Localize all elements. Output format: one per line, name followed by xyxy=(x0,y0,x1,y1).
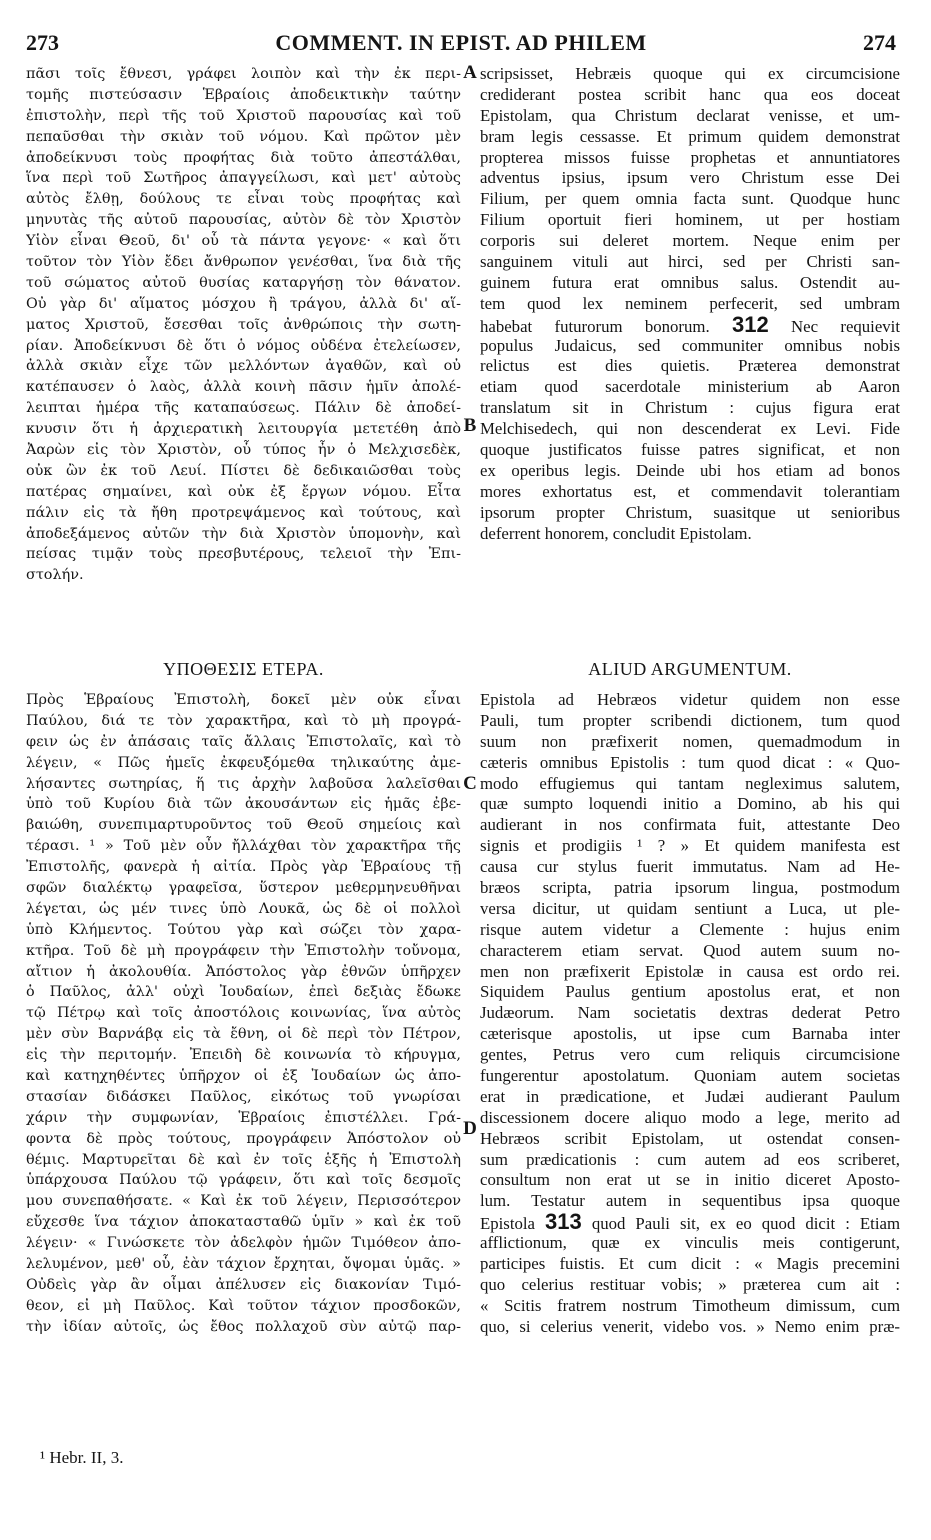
text-line: ipsorum propter Christum, suasitque ut senioribus xyxy=(480,502,900,522)
margin-marker: B xyxy=(463,415,477,436)
text-line: Filium oportuit fieri hominem, ut per hostiam xyxy=(480,210,900,230)
text-line: μὲν σὺν Βαρνάβᾳ εἰς τὰ ἔθνη, οἱ δὲ περὶ τὸν Πέτρον, xyxy=(26,1026,461,1043)
text-line: μηνυτὰς τῆς αὐτοῦ παρουσίας, αὐτὸν δὲ τὸν Χριστὸν xyxy=(26,212,461,229)
page-header xyxy=(26,30,896,58)
text-line: θέμις. Μαρτυρεῖται δὲ καὶ ἐν τοῖς ἑξῆς ἡ Ἐπιστολὴ xyxy=(26,1151,461,1168)
text-line: εὔχεσθε ἵνα τάχιον ἀποκατασταθῶ ὑμῖν » καὶ ἐκ τοῦ xyxy=(26,1214,461,1231)
text-line: ὑπὸ Κλήμεντος. Τούτου γὰρ καὶ σώζει τὸν χαρα- xyxy=(26,921,461,938)
text-line: λέγειν, « Πῶς ἡμεῖς ἐκφευξόμεθα τηλικαύτης ἀμε- xyxy=(26,754,461,771)
text-line: Melchisedech, qui non descenderat ex Levi. Fide xyxy=(480,419,900,439)
text-line: Judæorum. Nam societatis dextras dederat Petro xyxy=(480,1003,900,1023)
text-line: φοντα δὲ πρὸς τούτους, προγράφειν Ἀπόστολον οὐ xyxy=(26,1130,461,1147)
column-number: 313 xyxy=(545,1212,582,1234)
text-line: scripsisset, Hebræis quoque qui ex circumcisione xyxy=(480,64,900,83)
text-line: quo, si celerius venerit, videbo vos. » Nemo enim præ- xyxy=(480,1316,900,1336)
text-line: quæ sumpto loquendi initio a Domino, ab his qui xyxy=(480,794,900,814)
text-line: Ἐπιστολῆς, φανερὰ ἡ αἰτία. Πρὸς γὰρ Ἑβραίους τῇ xyxy=(26,859,461,876)
text-line: ἀποδείκνυσι τοὺς προφήτας διὰ τοῦτο ἀπεστάλθαι, xyxy=(26,149,461,166)
text-line: tem quod lex neminem perfecerit, sed umbram xyxy=(480,293,900,313)
text-line: erat in prædicatione, et Judæi audierant Paulum xyxy=(480,1086,900,1106)
text-line xyxy=(480,1212,900,1233)
text-line: ἀλλὰ σκιὰν εἶχε τῶν μελλόντων ἀγαθῶν, καὶ οὐ xyxy=(26,358,461,375)
page-number-right: 274 xyxy=(863,30,896,55)
text-line xyxy=(480,315,900,336)
text-line: gentes, Petrus vero cum reliquis circumcisione xyxy=(480,1045,900,1065)
text-line: εἰς τὴν περιτομήν. Ἐπειδὴ δὲ κοινωνία τὸ κήρυγμα, xyxy=(26,1047,461,1064)
text-line: modo effugiemus qui tantam negleximus salutem, xyxy=(480,773,900,793)
text-line: « Scitis fratrem nostrum Timotheum dimissum, cum xyxy=(480,1295,900,1315)
text-line: κτῆρα. Τοῦ δὲ μὴ προγράφειν τὴν Ἐπιστολὴν τοὔνομα, xyxy=(26,942,461,959)
text-line: crediderant postea scribit hanc qua eos doceat xyxy=(480,84,900,104)
text-line: σφῶν διαλέκτῳ γραφεῖσα, ὕστερον μεθερμηνευθῆναι xyxy=(26,880,461,897)
greek-heading: ΥΠΟΘΕΣΙΣ ΕΤΕΡΑ. xyxy=(163,659,324,679)
text-fragment: habebat futurorum bonorum. xyxy=(480,316,710,336)
column-number: 312 xyxy=(731,314,769,336)
latin-heading: ALIUD ARGUMENTUM. xyxy=(588,659,792,679)
text-line: adventus ipsius, ipsum vero Christum esse Dei xyxy=(480,168,900,188)
text-line: causa cur stylus fuerit immutatus. Nam ad He- xyxy=(480,857,900,877)
text-line: fungerentur apostolatum. Quoniam autem societas xyxy=(480,1066,900,1086)
margin-marker: D xyxy=(463,1118,477,1139)
footnote: ¹ Hebr. II, 3. xyxy=(40,1448,124,1467)
text-line: αὐτὸς ἔλθῃ, δούλους τε εἶναι τοὺς προφήτας καὶ xyxy=(26,191,461,208)
text-line: Epistola ad Hebræos videtur quidem non esse xyxy=(480,690,900,709)
text-line: πεπαῦσθαι τὴν σκιὰν τοῦ νόμου. Καὶ πρῶτον μὲν xyxy=(26,128,461,145)
text-line: men non præfixerit Epistolæ in causa est ordo rei. xyxy=(480,961,900,981)
text-line: λειπται ἡμέρα τῆς καταπαύσεως. Πάλιν δὲ ἀποδεί- xyxy=(26,400,461,417)
text-line: τοῦτον τὸν Υἱὸν ἔδει ἄνθρωπον γενέσθαι, ἵνα διὰ τῆς xyxy=(26,254,461,271)
text-line: ἐπιστολὴν, περὶ τῆς τοῦ Χριστοῦ παρουσίας καὶ τοῦ xyxy=(26,107,461,124)
text-line: deferrent honorem, concludit Epistolam. xyxy=(480,523,752,543)
text-line: τῷ Πέτρῳ καὶ τοῖς ἀποστόλοις κοινωνίας, ἵνα αὐτὸς xyxy=(26,1005,461,1022)
text-line: ὑπὸ τοῦ Κυρίου διὰ τῶν ἀκουσάντων εἰς ἡμᾶς ἐβε- xyxy=(26,796,461,813)
text-line: translatum sit in Christum : cujus figura erat xyxy=(480,398,900,418)
text-line: discessionem docere aliquo modo a lege, merito ad xyxy=(480,1107,900,1127)
text-line: sum prædicationis : cum autem ad eos scriberet, xyxy=(480,1149,900,1169)
text-line: τομῆς πιστεύσασιν Ἑβραίοις ἀποδεικτικὴν ταύτην xyxy=(26,86,461,103)
text-line: participes fuistis. Et cum dicit : « Magis precemini xyxy=(480,1254,900,1274)
text-line: Πρὸς Ἑβραίους Ἐπιστολὴ, δοκεῖ μὲν οὐκ εἶναι xyxy=(26,692,461,708)
text-line: Οὐδεὶς γὰρ ἂν οἶμαι ἀπέλυσεν εἰς διακονίαν Τιμό- xyxy=(26,1276,461,1293)
text-line: λέγειν· « Γινώσκετε τὸν ἀδελφὸν ἡμῶν Τιμόθεον ἀπο- xyxy=(26,1235,461,1252)
text-line: τὴν ἰδίαν αὐτοῖς, ὡς ἔθος πολλαχοῦ σὺν αὐτῷ παρ- xyxy=(26,1318,461,1335)
text-line: αἴτιον ἡ ἀκολουθία. Ἀπόστολος γὰρ ἐθνῶν ὑπῆρχεν xyxy=(26,963,461,980)
text-line: ἵνα περὶ τοῦ Σωτῆρος ἀπαγγείλωσι, καὶ μετ' αὐτοὺς xyxy=(26,170,461,187)
text-line: φειν ὡς ἐν ἁπάσαις ταῖς ἄλλαις Ἐπιστολαῖς, καὶ τὸ xyxy=(26,733,461,750)
text-line: Παύλου, διά τε τὸν χαρακτῆρα, καὶ τὸ μὴ προγρά- xyxy=(26,712,461,729)
text-line: πᾶσι τοῖς ἔθνεσι, γράφει λοιπὸν καὶ τὴν ἐκ περι- xyxy=(26,66,461,82)
text-line: ex operibus legis. Deinde ubi hos etiam ad bonos xyxy=(480,460,900,480)
text-line: consultum non erat ut se in initio diceret Aposto- xyxy=(480,1170,900,1190)
latin-column-bottom xyxy=(480,690,900,1338)
text-line: guinem futura erat omnibus salus. Ostendit au- xyxy=(480,272,900,292)
text-line: cæteris omnibus Epistolis : tum quod dicat : « Quo- xyxy=(480,752,900,772)
text-line: κατέπαυσεν ὁ λαὸς, ἀλλὰ κοινὴ πᾶσιν ἡμῖν ἀπολέ- xyxy=(26,379,461,396)
text-line: audierant in nos confirmata fuit, attestante Deo xyxy=(480,815,900,835)
text-line: populus Judaicus, sed communiter omnibus nobis xyxy=(480,335,900,355)
text-line: sanguinem vituli aut hirci, sed per Christi san- xyxy=(480,252,900,272)
text-line: suum non præfixerit nomen, quemadmodum in xyxy=(480,731,900,751)
text-line: Siquidem Paulus gentium apostolus erat, et non xyxy=(480,982,900,1002)
text-line: propterea missos fuisse prophetas et annuntiatores xyxy=(480,147,900,167)
text-line: Epistolam, qua Christum declarat venisse, et um- xyxy=(480,105,900,125)
text-line: Ἀαρὼν εἰς τὸν Χριστὸν, οὗ τύπος ἦν ὁ Μελχισεδὲκ, xyxy=(26,442,461,459)
text-line: ἀποδεξάμενος αὐτῶν τὴν διὰ Χριστὸν ὑπομονὴν, καὶ xyxy=(26,525,461,542)
text-line: Hebræos scribit Epistolam, ut ostendat consen- xyxy=(480,1128,900,1148)
text-fragment: quod Pauli sit, ex eo quod dicit : Etiam xyxy=(591,1214,900,1234)
text-line: ρίαν. Ἀποδείκνυσι δὲ ὅτι ὁ νόμος οὐδένα ἐτελείωσεν, xyxy=(26,337,461,354)
greek-column-top xyxy=(26,64,461,586)
text-line: ὁ Παῦλος, ἀλλ' οὐχὶ Ἰουδαίων, ἐπεὶ δεξιὰς ἔδωκε xyxy=(26,984,461,1001)
text-fragment: Nec requievit xyxy=(791,316,900,336)
margin-marker: C xyxy=(463,773,477,794)
page-number-left: 273 xyxy=(26,30,59,55)
text-line: μου συνεπαθήσατε. « Καὶ ἐκ τοῦ λέγειν, Περισσότερον xyxy=(26,1193,461,1210)
text-line: πάλιν εἰς τὰ ἤθη προτρεψάμενος καὶ τούτους, καὶ xyxy=(26,504,461,521)
text-line: θεον, εἰ μὴ Παῦλος. Καὶ τοῦτον τάχιον προσδοκῶν, xyxy=(26,1297,461,1314)
text-line: risque autem videtur a Clemente : hujus enim xyxy=(480,919,900,939)
text-line: πείσας τιμᾷν τοὺς πρεσβυτέρους, τελειοῖ τὴν Ἐπι- xyxy=(26,546,461,563)
text-line: afflictionum, quæ ex vinculis meis contigerunt, xyxy=(480,1233,900,1253)
text-fragment: Epistola xyxy=(480,1214,535,1234)
text-line: cæterisque apostolis, ut ipse cum Barnaba inter xyxy=(480,1024,900,1044)
text-line: καὶ κατηχηθέντες ὑπῆρχον οἱ ἐξ Ἰουδαίων ὡς ἀπο- xyxy=(26,1068,461,1085)
text-line: Οὐ γὰρ δι' αἵματος μόσχου ἢ τράγου, ἀλλὰ δι' αἵ- xyxy=(26,295,461,312)
text-line: βαιώθη, συνεπιμαρτυροῦντος τοῦ Θεοῦ σημείοις καὶ xyxy=(26,817,461,834)
text-line: relictus est dies quietis. Præterea demonstrat xyxy=(480,356,900,376)
text-line: quoque justificatos fuisse patres significat, et non xyxy=(480,440,900,460)
text-line: corporis sui deleret mortem. Neque enim per xyxy=(480,231,900,251)
text-line: λελυμένον, μεθ' οὗ, ἐὰν τάχιον ἔρχηται, ὄψομαι ὑμᾶς. » xyxy=(26,1256,461,1273)
text-line: τοῦ σώματος αὐτοῦ θυσίας καταργήσῃ τὸν θάνατον. xyxy=(26,274,461,291)
margin-marker: A xyxy=(463,62,477,83)
text-line: mores exhortatus est, et commendavit tolerantiam xyxy=(480,481,900,501)
greek-column-bottom xyxy=(26,690,461,1338)
text-line: στασίαν διδάσκει Παῦλος, εἰκότως τοῦ γνωρίσαι xyxy=(26,1088,461,1105)
text-line: στολήν. xyxy=(26,567,84,584)
text-line: ὑπάρχουσα Παύλου τῷ γράφειν, ὅτι καὶ τοῖς δεσμοῖς xyxy=(26,1172,461,1189)
text-line: bræos scripta, patria ipsorum lingua, postmodum xyxy=(480,878,900,898)
text-line: lum. Testatur autem in sequentibus ipsa quoque xyxy=(480,1191,900,1211)
text-line: Filium, per quem omnia facta sunt. Quodque hunc xyxy=(480,189,900,209)
text-line: λέγεται, ὡς μέν τινες ὑπὸ Λουκᾶ, ὡς δὲ οἱ πολλοὶ xyxy=(26,900,461,917)
text-line: Pauli, tum propter scribendi dictionem, tum quod xyxy=(480,710,900,730)
text-line: versa dicitur, ut quidam sentiunt a Luca, ut ple- xyxy=(480,898,900,918)
text-line: bram legis cessasse. Et primum quidem demonstrat xyxy=(480,126,900,146)
text-line: χάριν τὴν συμφωνίαν, Ἑβραίοις ἐπιστέλλει. Γρά- xyxy=(26,1109,461,1126)
text-line: Υἱὸν εἶναι Θεοῦ, δι' οὗ τὰ πάντα γεγονε· « καὶ ὅτι xyxy=(26,233,461,250)
text-line: λήσαντες σωτηρίας, ἥ τις ἀρχὴν λαβοῦσα λαλεῖσθαι xyxy=(26,775,461,792)
text-line: characterem etiam servat. Quod autem suum no- xyxy=(480,940,900,960)
text-line: κνυσιν ὅτι ἡ ἀρχιερατικὴ λειτουργία μετετέθη ἀπὸ xyxy=(26,421,461,438)
text-line: signis et prodigiis ¹ ? » Et quidem manifesta est xyxy=(480,836,900,856)
latin-column-top xyxy=(480,64,900,544)
text-line: etiam quod sacerdotale ministerium ab Aaron xyxy=(480,377,900,397)
text-line: πατέρας σημαίνει, καὶ οὐκ ἐξ ἔργων νόμου. Εἶτα xyxy=(26,483,461,500)
text-line: ματος Χριστοῦ, ἔσεσθαι τοῖς ἀνθρώποις τὴν σωτη- xyxy=(26,316,461,333)
text-line: οὐκ ὢν ἐκ τοῦ Λευί. Πίστει δὲ δεδικαιῶσθαι τοὺς xyxy=(26,462,461,479)
text-line: quo celerius restituar vobis; » præterea cum ait : xyxy=(480,1274,900,1294)
text-line: τέρασι. ¹ » Τοῦ μὲν οὖν ἤλλάχθαι τὸν χαρακτῆρα τῆς xyxy=(26,838,461,855)
running-title: COMMENT. IN EPIST. AD PHILEM xyxy=(275,30,647,55)
